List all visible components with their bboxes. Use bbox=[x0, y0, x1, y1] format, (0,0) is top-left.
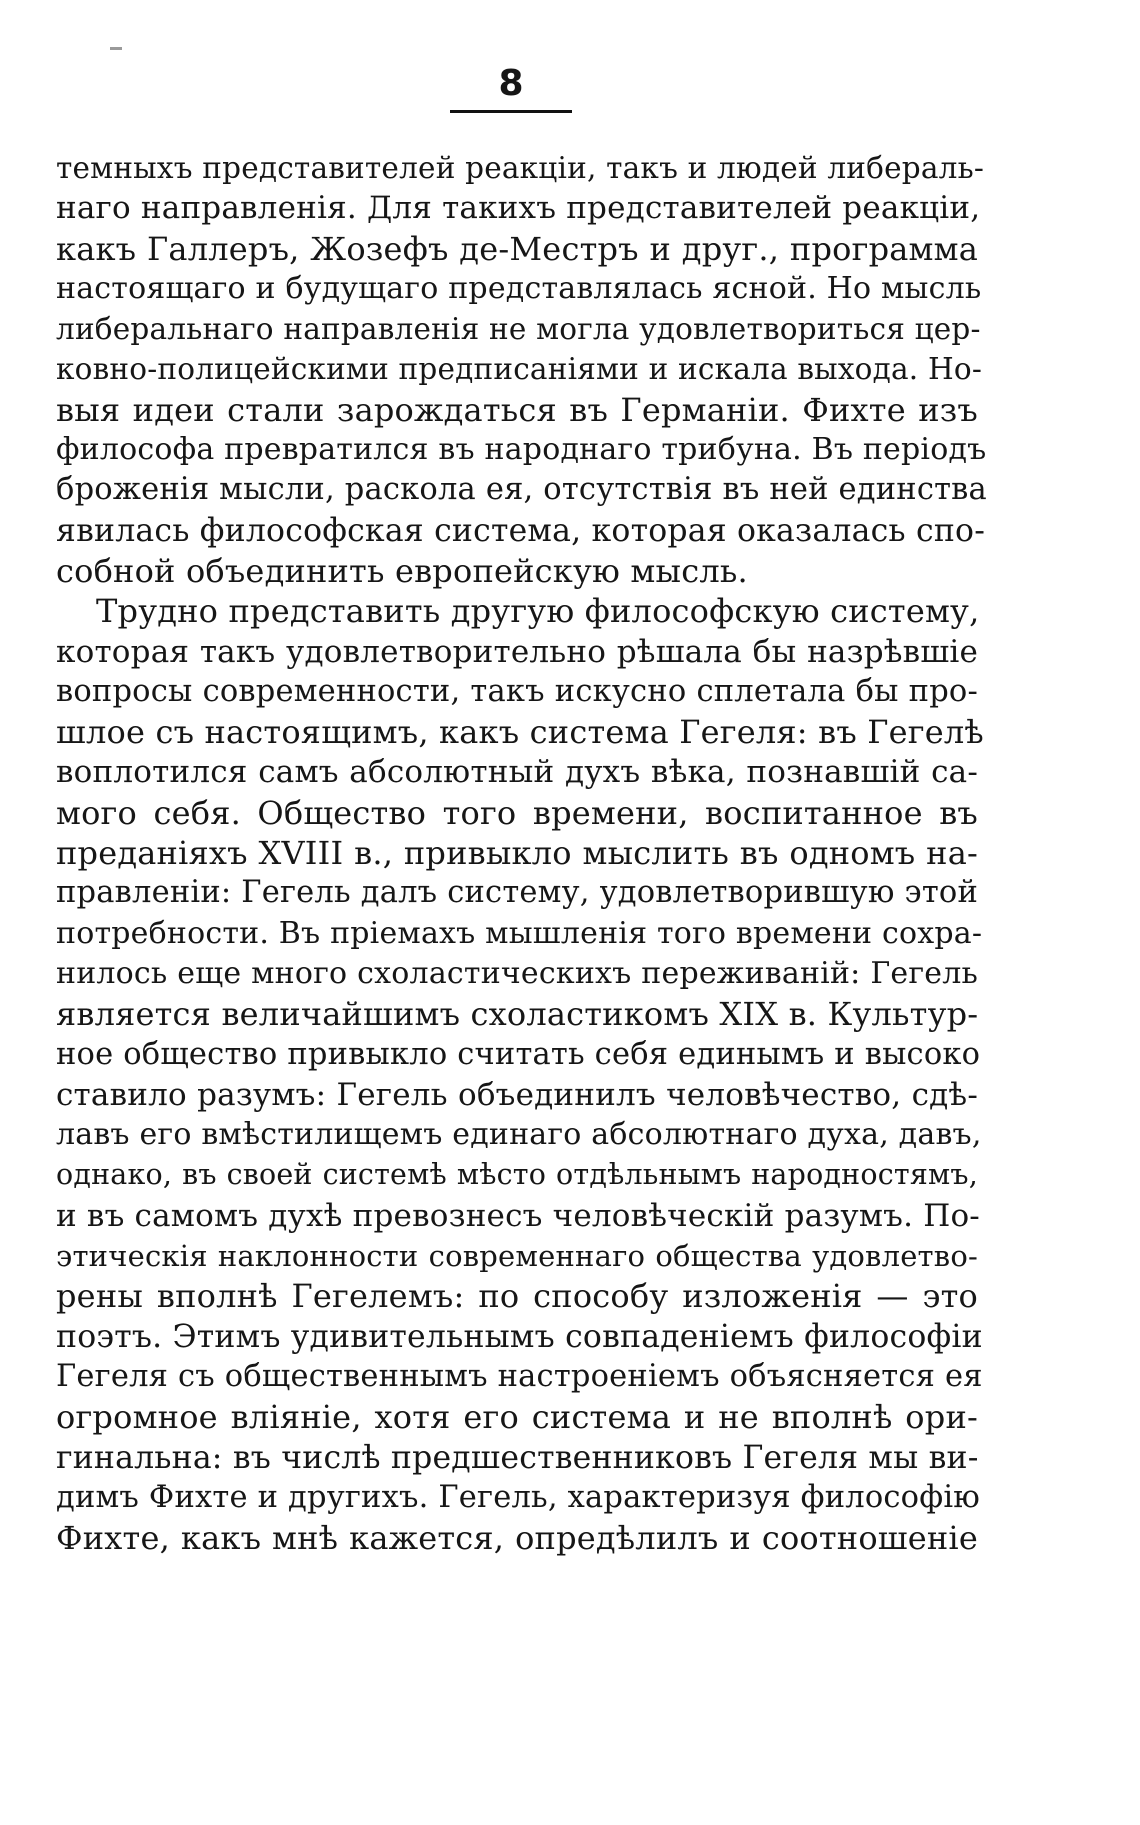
text-line: вопросы современности, такъ искусно сплетала бы про- bbox=[56, 673, 978, 709]
text-line: гинальна: въ числѣ предшественниковъ Гегеля мы ви- bbox=[56, 1439, 979, 1476]
text-line: явилась философская система, которая оказалась спо- bbox=[56, 512, 986, 549]
text-line: огромное вліяніе, хотя его система и не вполнѣ ори- bbox=[56, 1398, 978, 1437]
text-line: димъ Фихте и другихъ. Гегель, характеризуя философію bbox=[56, 1479, 981, 1515]
text-line: мого себя. Общество того времени, воспитанное въ bbox=[56, 793, 978, 832]
text-line: воплотился самъ абсолютный духъ вѣка, познавшій са- bbox=[56, 754, 978, 791]
body-text bbox=[56, 148, 987, 1558]
text-line: поэтъ. Этимъ удивительнымъ совпаденіемъ философіи bbox=[56, 1318, 983, 1355]
text-line: Трудно представить другую философскую систему, bbox=[96, 592, 980, 631]
text-line: которая такъ удовлетворительно рѣшала бы назрѣвшіе bbox=[56, 633, 978, 670]
text-line: ное общество привыкло считать себя единымъ и высоко bbox=[56, 1036, 981, 1072]
text-line: броженія мысли, раскола ея, отсутствія въ ней единства bbox=[56, 472, 987, 508]
text-line: ставило разумъ: Гегель объединилъ человѣчество, сдѣ- bbox=[56, 1076, 978, 1113]
text-line: потребности. Въ пріемахъ мышленія того времени сохра- bbox=[56, 915, 983, 951]
text-line: наго направленія. Для такихъ представителей реакціи, bbox=[56, 190, 981, 227]
text-line: темныхъ представителей реакціи, такъ и людей либераль- bbox=[56, 151, 984, 185]
text-line: правленіи: Гегель далъ систему, удовлетворившую этой bbox=[56, 875, 978, 911]
text-line: шлое съ настоящимъ, какъ система Гегеля: въ Гегелѣ bbox=[56, 713, 984, 752]
text-line: этическія наклонности современнаго общества удовлетво- bbox=[56, 1239, 978, 1274]
text-line: преданіяхъ XVIII в., привыкло мыслить въ одномъ на- bbox=[56, 834, 978, 873]
page-number: 8 bbox=[498, 63, 524, 104]
text-line: Фихте, какъ мнѣ кажется, опредѣлилъ и соотношеніе bbox=[56, 1519, 978, 1558]
text-line: однако, въ своей системѣ мѣсто отдѣльнымъ народностямъ, bbox=[56, 1158, 978, 1192]
text-line: собной объединить европейскую мысль. bbox=[56, 551, 748, 590]
text-line: является величайшимъ схоластикомъ XIX в. Культур- bbox=[56, 995, 979, 1034]
page-number-rule bbox=[450, 110, 572, 113]
text-line: либеральнаго направленія не могла удовлетвориться цер- bbox=[56, 312, 981, 347]
text-line: рены вполнѣ Гегелемъ: по способу изложенія — это bbox=[56, 1277, 978, 1316]
text-line: выя идеи стали зарождаться въ Германіи. Фихте изъ bbox=[56, 390, 978, 429]
scan-mark bbox=[110, 47, 122, 50]
paragraph-2 bbox=[56, 591, 984, 1558]
text-line: нилось еще много схоластическихъ переживаній: Гегель bbox=[56, 955, 978, 991]
text-line: ковно-полицейскими предписаніями и искала выхода. Но- bbox=[56, 352, 983, 387]
text-line: лавъ его вмѣстилищемъ единаго абсолютнаго духа, давъ, bbox=[56, 1117, 982, 1153]
text-line: настоящаго и будущаго представлялась ясной. Но мысль bbox=[56, 270, 982, 306]
text-line: философа превратился въ народнаго трибуна. Въ періодъ bbox=[56, 432, 987, 468]
text-line: какъ Галлеръ, Жозефъ де-Местръ и друг., программа bbox=[56, 229, 978, 268]
text-line: Гегеля съ общественнымъ настроеніемъ объясняется ея bbox=[56, 1358, 983, 1394]
text-line: и въ самомъ духѣ превознесъ человѣческій разумъ. По- bbox=[56, 1197, 980, 1234]
paragraph-1 bbox=[56, 148, 987, 591]
